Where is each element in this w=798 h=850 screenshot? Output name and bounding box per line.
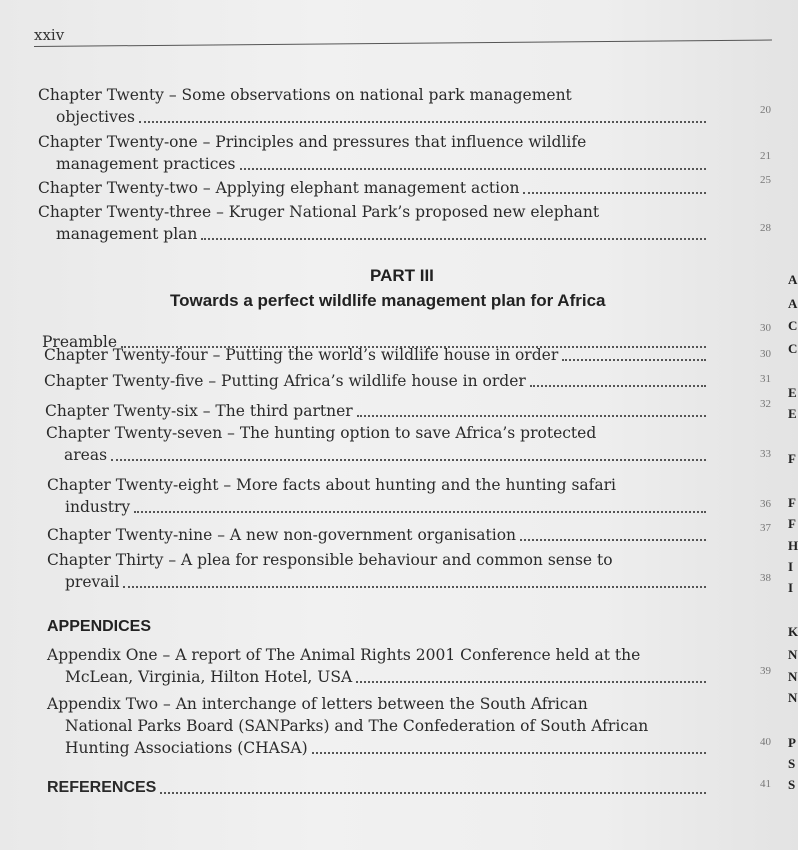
toc-line: Chapter Thirty – A plea for responsible behaviour and common sense to	[47, 551, 613, 569]
toc-page-number: 25	[760, 174, 771, 186]
toc-line: management practices	[56, 155, 236, 173]
dot-leader	[134, 496, 706, 513]
dot-leader	[312, 737, 706, 754]
toc-entry-chapter-29[interactable]	[47, 524, 710, 546]
toc-line: Chapter Twenty-three – Kruger National Park’s proposed new elephant	[38, 203, 600, 221]
facing-page-letter: S	[788, 756, 796, 771]
facing-page-letter: C	[788, 318, 798, 333]
toc-entry-chapter-30[interactable]	[47, 549, 710, 593]
toc-line: Chapter Twenty-six – The third partner	[45, 402, 353, 420]
dot-leader	[139, 106, 706, 123]
dot-leader	[520, 524, 706, 541]
facing-page-letter: I	[788, 580, 794, 595]
toc-entry-chapter-26[interactable]	[45, 400, 710, 422]
toc-line: Chapter Twenty-eight – More facts about hunting and the hunting safari	[47, 476, 617, 494]
facing-page-letter: H	[788, 538, 798, 553]
toc-entry-chapter-23[interactable]	[38, 201, 710, 245]
dot-leader	[160, 777, 706, 794]
toc-line: Chapter Twenty-two – Applying elephant management action	[38, 179, 520, 197]
toc-page-number: 32	[760, 398, 771, 410]
toc-entry-chapter-28[interactable]	[47, 474, 710, 518]
toc-line: Chapter Twenty-seven – The hunting option to save Africa’s protected	[46, 424, 597, 442]
toc-page-number: 37	[760, 522, 771, 534]
toc-page-number: 39	[760, 665, 771, 677]
facing-page-letter: P	[788, 735, 796, 750]
toc-line: McLean, Virginia, Hilton Hotel, USA	[65, 668, 353, 686]
toc-line: prevail	[65, 573, 120, 591]
facing-page-letter: N	[788, 647, 798, 662]
facing-page-letter: A	[788, 272, 798, 287]
toc-line: Preamble	[42, 333, 118, 351]
toc-entry-chapter-24[interactable]	[44, 344, 710, 366]
facing-page-letter: N	[788, 669, 798, 684]
dot-leader	[523, 177, 706, 194]
dot-leader	[123, 571, 706, 588]
toc-page-number: 33	[760, 448, 771, 460]
page-number: xxiv	[34, 26, 65, 44]
facing-page-letter: F	[788, 516, 796, 531]
facing-page-letter: E	[788, 385, 797, 400]
dot-leader	[240, 153, 706, 170]
toc-page-number: 38	[760, 572, 771, 584]
toc-page-number: 41	[760, 778, 771, 790]
facing-page-letter: K	[788, 624, 798, 639]
dot-leader	[357, 400, 706, 417]
toc-line: Appendix One – A report of The Animal Rights 2001 Conference held at the	[47, 646, 641, 664]
facing-page-letter: N	[788, 690, 798, 705]
toc-entry-chapter-22[interactable]	[38, 177, 710, 199]
facing-page-letter: A	[788, 296, 798, 311]
dot-leader	[530, 370, 706, 387]
toc-page-number: 28	[760, 222, 771, 234]
toc-page-number: 36	[760, 498, 771, 510]
toc-line: industry	[65, 498, 131, 516]
toc-page-number: 31	[760, 373, 771, 385]
toc-line: management plan	[56, 225, 198, 243]
facing-page-letter: S	[788, 777, 796, 792]
toc-page-number: 20	[760, 104, 771, 116]
toc-entry-chapter-25[interactable]	[44, 370, 710, 392]
dot-leader	[201, 223, 706, 240]
references-heading: REFERENCES	[47, 779, 157, 796]
toc-line: Chapter Twenty-one – Principles and pressures that influence wildlife	[38, 133, 587, 151]
toc-line: Chapter Twenty-five – Putting Africa’s wildlife house in order	[44, 372, 526, 390]
dot-leader	[356, 666, 706, 683]
toc-line: objectives	[56, 108, 135, 126]
toc-page-number: 21	[760, 150, 771, 162]
toc-line: Chapter Twenty-four – Putting the world’s wildlife house in order	[44, 346, 559, 364]
appendices-heading: APPENDICES	[47, 618, 152, 635]
facing-page-letter: C	[788, 341, 798, 356]
toc-entry-appendix-one[interactable]	[47, 644, 710, 688]
toc-entry-chapter-20[interactable]	[38, 84, 710, 128]
toc-line: Appendix Two – An interchange of letters between the South African	[47, 695, 588, 713]
facing-page-letter: F	[788, 451, 796, 466]
toc-page-number: 40	[760, 736, 771, 748]
toc-line: Chapter Twenty-nine – A new non-government organisation	[47, 526, 517, 544]
toc-page-number: 30	[760, 348, 771, 360]
toc-entry-appendix-two[interactable]	[47, 693, 710, 759]
toc-entry-references[interactable]	[47, 777, 710, 799]
toc-line: areas	[64, 446, 108, 464]
part-title: PART III	[370, 266, 434, 285]
toc-entry-chapter-27[interactable]	[46, 422, 710, 466]
toc-line: Hunting Associations (CHASA)	[65, 739, 308, 757]
toc-line: Chapter Twenty – Some observations on national park management	[38, 86, 572, 104]
toc-entry-chapter-21[interactable]	[38, 131, 710, 175]
toc-page-number: 30	[760, 322, 771, 334]
dot-leader	[562, 344, 706, 361]
facing-page-letter: F	[788, 495, 796, 510]
facing-page-letter: I	[788, 559, 794, 574]
part-subtitle: Towards a perfect wildlife management plan for Africa	[170, 291, 606, 310]
toc-line: National Parks Board (SANParks) and The Confederation of South African	[65, 717, 649, 735]
facing-page-letter: E	[788, 406, 797, 421]
dot-leader	[111, 444, 706, 461]
header-rule	[34, 40, 772, 47]
